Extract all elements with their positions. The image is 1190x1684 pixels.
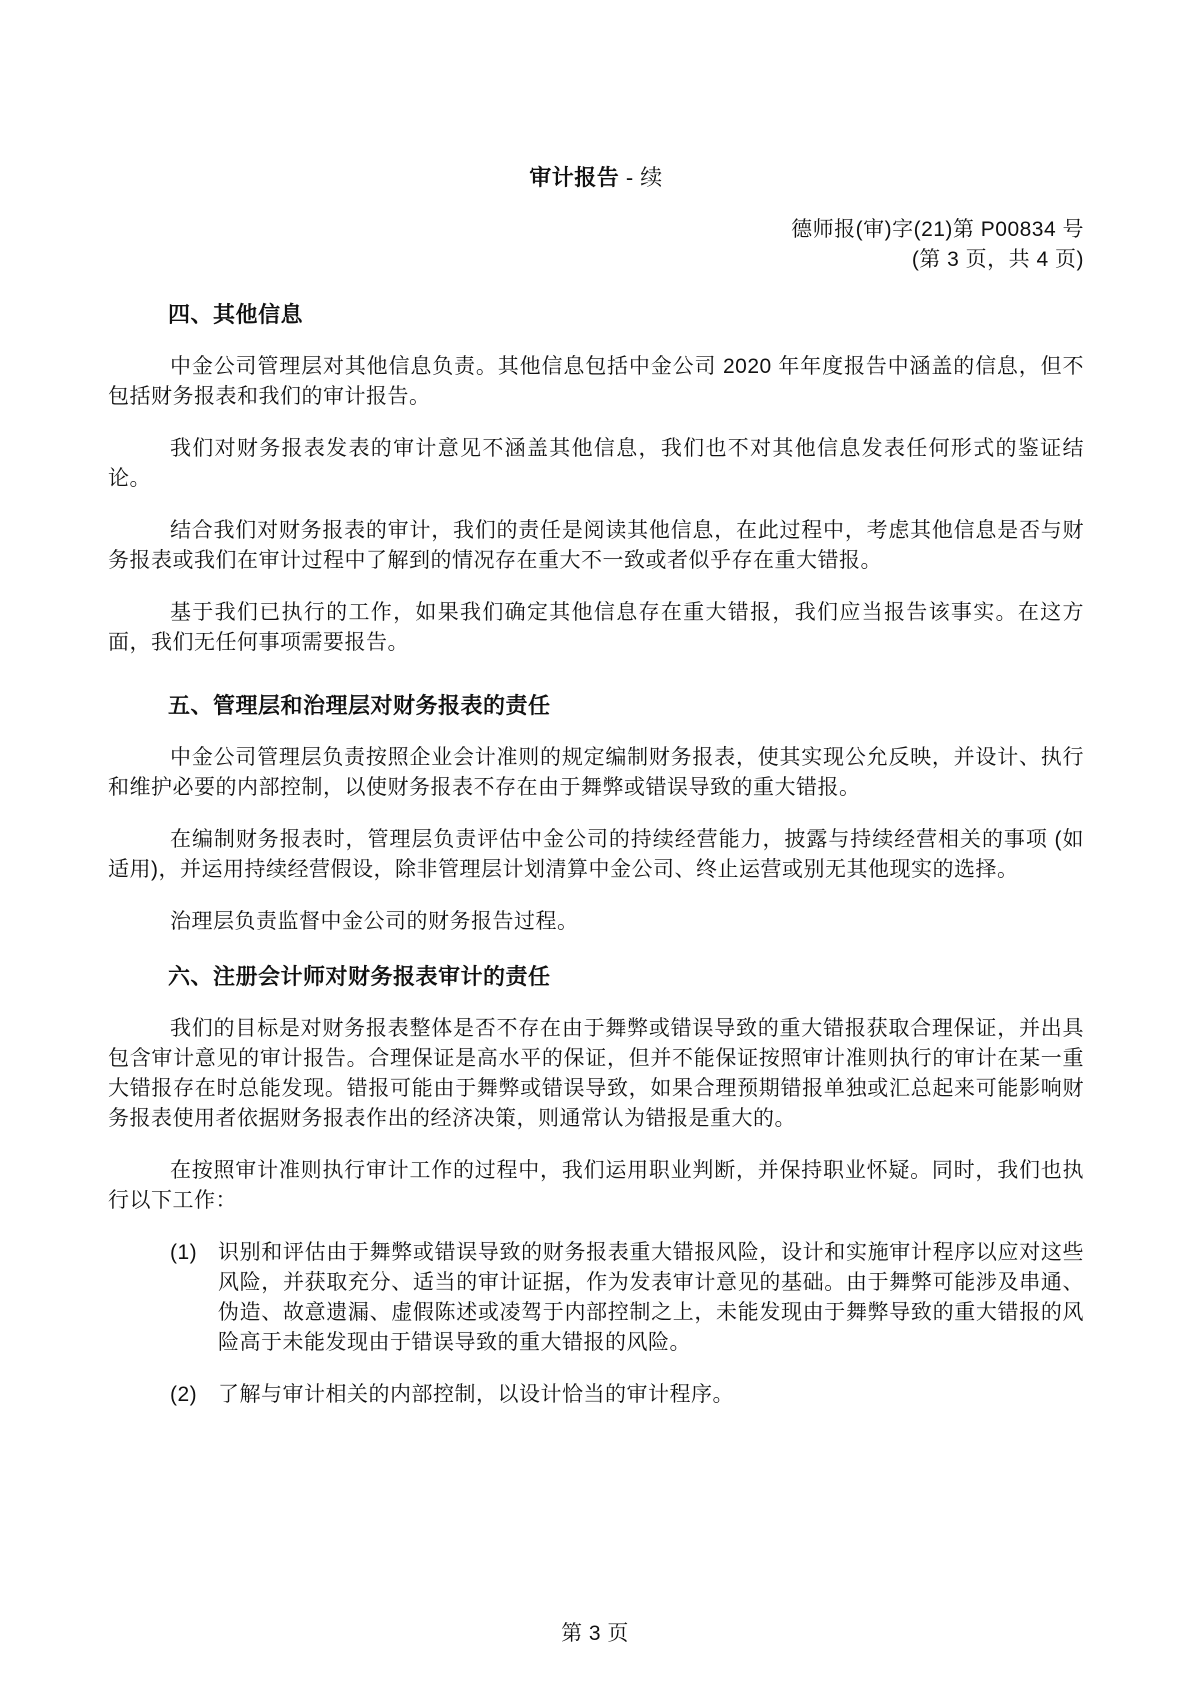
document-title-main: 审计报告 <box>529 165 620 190</box>
section-auditor-responsibility <box>108 962 1084 1410</box>
page-indicator: (第 3 页，共 4 页) <box>911 248 1084 271</box>
list-item-text: 了解与审计相关的内部控制，以设计恰当的审计程序。 <box>218 1383 734 1406</box>
report-reference-block <box>108 215 1084 275</box>
page-footer: 第 3 页 <box>561 1622 629 1645</box>
paragraph: 我们对财务报表发表的审计意见不涵盖其他信息，我们也不对其他信息发表任何形式的鉴证结论。 <box>108 437 1084 490</box>
section-heading-auditor-responsibility: 六、注册会计师对财务报表审计的责任 <box>168 964 551 989</box>
paragraph: 中金公司管理层对其他信息负责。其他信息包括中金公司 2020 年年度报告中涵盖的信息，但不包括财务报表和我们的审计报告。 <box>108 355 1084 408</box>
paragraph: 我们的目标是对财务报表整体是否不存在由于舞弊或错误导致的重大错报获取合理保证，并出具包含审计意见的审计报告。合理保证是高水平的保证，但并不能保证按照审计准则执行的审计在某一重大错报存在时总能发现。错报可能由于舞弊或错误导致，如果合理预期错报单独或汇总起来可能影响财务报表使用者依据财务报表作出的经济决策，则通常认为错报是重大的。 <box>108 1017 1084 1130</box>
section-heading-management-responsibility: 五、管理层和治理层对财务报表的责任 <box>168 693 551 718</box>
list-item <box>108 1380 1084 1410</box>
list-item <box>108 1238 1084 1358</box>
list-item-text: 识别和评估由于舞弊或错误导致的财务报表重大错报风险，设计和实施审计程序以应对这些风险，并获取充分、适当的审计证据，作为发表审计意见的基础。由于舞弊可能涉及串通、伪造、故意遗漏、虚假陈述或凌驾于内部控制之上，未能发现由于舞弊导致的重大错报的风险高于未能发现由于错误导致的重大错报的风险。 <box>218 1241 1084 1354</box>
document-title <box>108 163 1084 193</box>
paragraph: 结合我们对财务报表的审计，我们的责任是阅读其他信息，在此过程中，考虑其他信息是否与财务报表或我们在审计过程中了解到的情况存在重大不一致或者似乎存在重大错报。 <box>108 519 1084 572</box>
section-other-information <box>108 300 1084 658</box>
section-management-responsibility <box>108 691 1084 937</box>
list-item-number: (1) <box>170 1241 198 1264</box>
section-heading-other-information: 四、其他信息 <box>168 302 304 327</box>
paragraph: 在按照审计准则执行审计工作的过程中，我们运用职业判断，并保持职业怀疑。同时，我们也执行以下工作： <box>108 1159 1084 1212</box>
paragraph: 基于我们已执行的工作，如果我们确定其他信息存在重大错报，我们应当报告该事实。在这方面，我们无任何事项需要报告。 <box>108 601 1084 654</box>
report-number: 德师报(审)字(21)第 P00834 号 <box>791 218 1084 241</box>
document-title-suffix: - 续 <box>619 165 663 190</box>
paragraph: 中金公司管理层负责按照企业会计准则的规定编制财务报表，使其实现公允反映，并设计、执行和维护必要的内部控制，以使财务报表不存在由于舞弊或错误导致的重大错报。 <box>108 746 1084 799</box>
paragraph: 在编制财务报表时，管理层负责评估中金公司的持续经营能力，披露与持续经营相关的事项 (如适用)，并运用持续经营假设，除非管理层计划清算中金公司、终止运营或别无其他现实的选择。 <box>108 828 1084 881</box>
list-item-number: (2) <box>170 1383 198 1406</box>
paragraph: 治理层负责监督中金公司的财务报告过程。 <box>170 910 579 933</box>
